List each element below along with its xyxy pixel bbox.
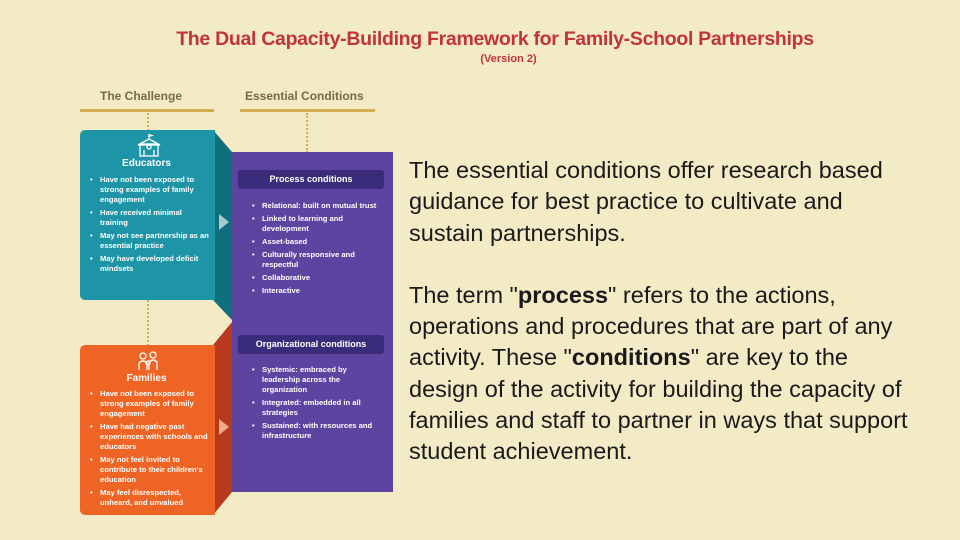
explanation-text (409, 155, 909, 499)
list-item: • May not feel invited to contribute to their children's education (90, 455, 209, 485)
list-item: • May feel disrespected, unheard, and unvalued (90, 488, 209, 508)
families-title: Families (126, 373, 167, 384)
families-fold (213, 322, 232, 515)
organizational-conditions-list (252, 365, 377, 444)
list-item: • May not see partnership as an essential practice (90, 231, 209, 251)
paragraph: The essential conditions offer research based guidance for best practice to cultivate and sustain partnerships. (409, 157, 883, 246)
paragraph (409, 280, 909, 468)
school-icon (80, 134, 215, 158)
framework-title: The Dual Capacity-Building Framework for Family-School Partnerships (176, 28, 814, 50)
process-conditions-list (252, 201, 382, 299)
column-heading-challenge: The Challenge (100, 89, 183, 103)
list-item: • Culturally responsive and respectful (252, 250, 382, 270)
term-conditions: conditions (571, 344, 691, 371)
list-item: • Relational: built on mutual trust (252, 201, 382, 211)
list-item: • Sustained: with resources and infrastructure (252, 421, 377, 441)
list-item: • Linked to learning and development (252, 214, 382, 234)
list-item: • May have developed deficit mindsets (90, 254, 209, 274)
list-item: • Have had negative past experiences with schools and educators (90, 422, 209, 452)
families-box (80, 345, 215, 515)
educators-title: Educators (122, 158, 171, 169)
process-conditions-header: Process conditions (238, 170, 384, 189)
list-item: • Systemic: embraced by leadership across the organization (252, 365, 377, 395)
list-item: • Integrated: embedded in all strategies (252, 398, 377, 418)
list-item: • Have received minimal training (90, 208, 209, 228)
column-heading-conditions: Essential Conditions (245, 89, 364, 103)
list-item: • Have not been exposed to strong examples of family engagement (90, 389, 209, 419)
list-item: • Interactive (252, 286, 382, 296)
organizational-conditions-header: Organizational conditions (238, 335, 384, 354)
framework-version: (Version 2) (480, 53, 537, 65)
text-run: The term " (409, 281, 518, 308)
list-item: • Have not been exposed to strong examples of family engagement (90, 175, 209, 205)
text-run: " refers to the actions, operations and procedures that are part of any activity. These " (409, 281, 893, 371)
list-item: • Asset-based (252, 237, 382, 247)
term-process: process (517, 281, 609, 308)
educators-box (80, 130, 215, 300)
family-icon (80, 351, 215, 371)
list-item: • Collaborative (252, 273, 382, 283)
text-run: " are key to the design of the activity for building the capacity of families and staff to partner in ways that support student achievement. (409, 344, 908, 465)
